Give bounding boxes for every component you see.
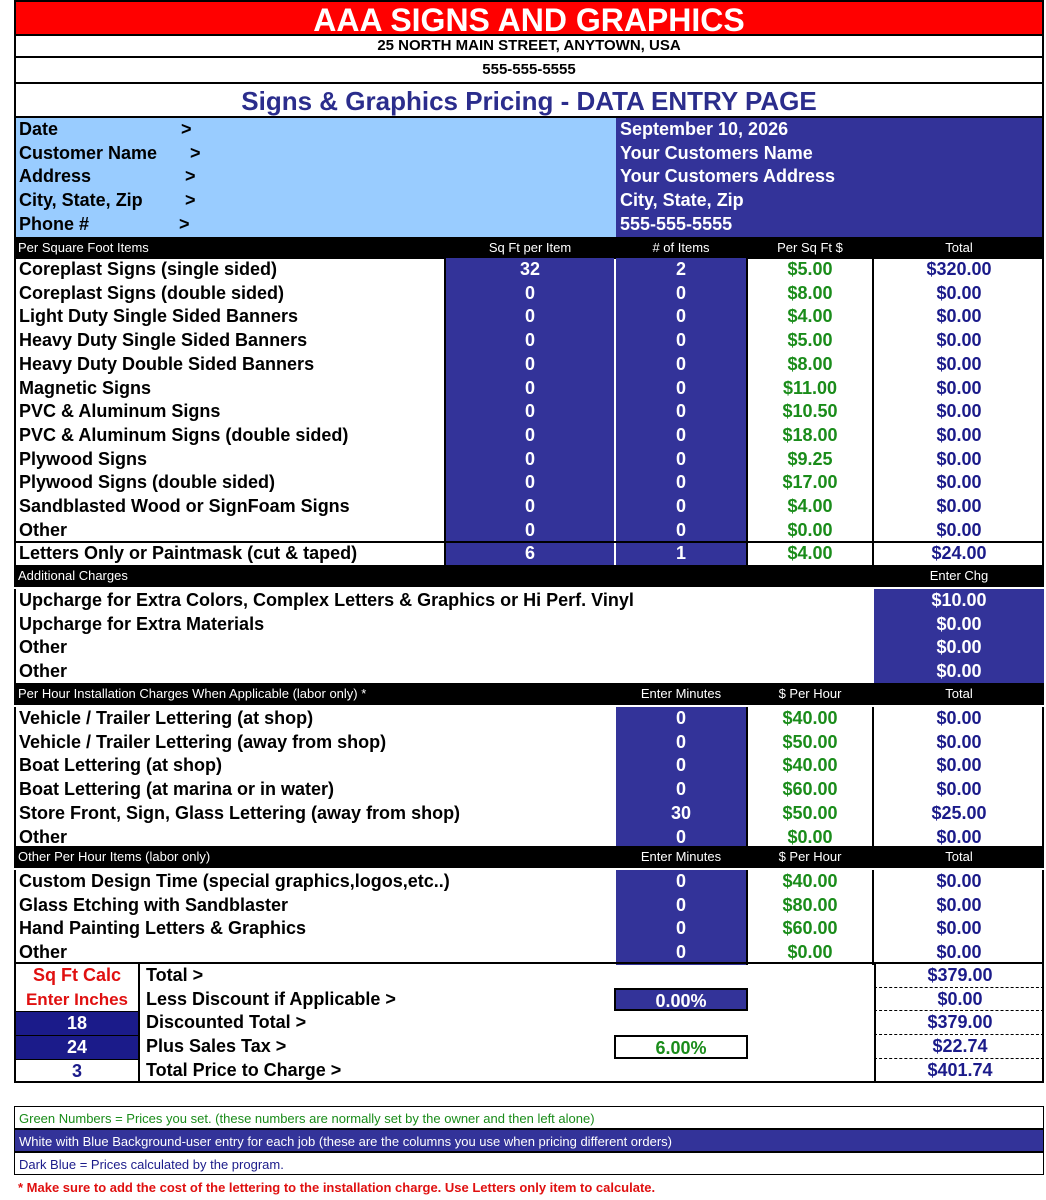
additional-charge-input[interactable]: $10.00 [931, 590, 987, 610]
footnote: * Make sure to add the cost of the lettering to the installation charge. Use Letters only item to calculate. [18, 1180, 656, 1195]
install-total: $25.00 [931, 802, 987, 823]
hourly-rate: $60.00 [782, 918, 838, 939]
sqft-rate: $8.00 [787, 353, 833, 374]
item-count-input[interactable]: 2 [675, 259, 686, 279]
item-count-input[interactable]: 0 [675, 282, 686, 303]
sqft-rate: $18.00 [782, 424, 838, 445]
minutes-input[interactable]: 0 [675, 731, 686, 752]
sqft-total: $0.00 [936, 472, 982, 493]
sqft-per-item-input[interactable]: 0 [524, 496, 535, 516]
install-total: $0.00 [936, 779, 982, 800]
sqft-item-label: Heavy Duty Double Sided Banners [19, 353, 315, 374]
sqft-per-item-input[interactable]: 0 [524, 448, 535, 469]
sqft-rate: $5.00 [787, 259, 833, 279]
other-hour-item-label: Custom Design Time (special graphics,logos,etc..) [19, 871, 450, 891]
sales-tax-rate: 6.00% [614, 1035, 748, 1059]
sqft-rate: $17.00 [782, 472, 838, 493]
sqft-rate: $0.00 [787, 519, 833, 540]
item-count-input[interactable]: 1 [675, 543, 686, 564]
customer-field-label: City, State, Zip [19, 190, 143, 211]
sqft-item-label: Letters Only or Paintmask (cut & taped) [19, 543, 358, 564]
customer-field-arrow: > [179, 213, 190, 234]
inch-input[interactable]: 18 [16, 1011, 138, 1035]
sqft-item-label: Sandblasted Wood or SignFoam Signs [19, 496, 350, 516]
sqft-item-label: Other [19, 519, 68, 540]
item-count-input[interactable]: 0 [675, 448, 686, 469]
minutes-input[interactable]: 0 [675, 918, 686, 939]
additional-charge-input[interactable]: $0.00 [936, 613, 982, 634]
company-address: 25 NORTH MAIN STREET, ANYTOWN, USA [14, 36, 1044, 58]
sqft-header-col: Total [945, 240, 973, 255]
install-total: $0.00 [936, 755, 982, 776]
additional-header-label: Additional Charges [18, 568, 128, 583]
sqft-total: $0.00 [936, 424, 982, 445]
install-item-label: Store Front, Sign, Glass Lettering (away from shop) [19, 802, 461, 823]
customer-field-arrow: > [190, 142, 201, 163]
sqft-total: $24.00 [931, 543, 987, 564]
legend-entry: White with Blue Background-user entry for each job (these are the columns you use when pricing different orders) [14, 1129, 1044, 1152]
customer-field-arrow: > [185, 190, 196, 211]
customer-field-input[interactable]: Your Customers Address [620, 166, 836, 187]
sqft-per-item-input[interactable]: 0 [524, 519, 535, 540]
sqft-item-label: PVC & Aluminum Signs [19, 401, 221, 422]
other-hour-header-col: Total [945, 849, 973, 864]
item-count-input[interactable]: 0 [675, 377, 686, 398]
install-item-label: Other [19, 826, 68, 847]
sqft-header-col: Sq Ft per Item [488, 240, 572, 255]
page-title: Signs & Graphics Pricing - DATA ENTRY PAGE [14, 84, 1044, 118]
other-hour-header-col: $ Per Hour [778, 849, 842, 864]
minutes-input[interactable]: 0 [675, 871, 686, 891]
customer-field-input[interactable]: Your Customers Name [620, 142, 813, 163]
other-hour-total: $0.00 [936, 942, 982, 963]
hourly-rate: $50.00 [782, 802, 838, 823]
item-count-input[interactable]: 0 [675, 519, 686, 540]
item-count-input[interactable]: 0 [675, 306, 686, 327]
company-title: AAA SIGNS AND GRAPHICS [14, 0, 1044, 36]
install-header-col: $ Per Hour [778, 686, 842, 701]
sqft-total: $320.00 [926, 259, 992, 279]
sqft-item-label: Light Duty Single Sided Banners [19, 306, 299, 327]
hourly-rate: $0.00 [787, 942, 833, 963]
sqft-item-label: Coreplast Signs (single sided) [19, 259, 278, 279]
sqft-per-item-input[interactable]: 0 [524, 424, 535, 445]
discount-input[interactable]: 0.00% [614, 988, 748, 1012]
sqft-rate: $5.00 [787, 330, 833, 351]
additional-item-label: Upcharge for Extra Materials [19, 613, 265, 634]
additional-item-label: Other [19, 637, 68, 658]
sqft-total: $0.00 [936, 401, 982, 422]
sqft-calc-label: Sq Ft Calc [32, 965, 121, 985]
customer-field-input[interactable]: City, State, Zip [620, 190, 744, 211]
hourly-rate: $50.00 [782, 731, 838, 752]
sqft-item-label: Heavy Duty Single Sided Banners [19, 330, 308, 351]
minutes-input[interactable]: 0 [675, 894, 686, 915]
company-phone: 555-555-5555 [14, 58, 1044, 84]
sqft-total: $0.00 [936, 282, 982, 303]
sqft-header-col: Per Sq Ft $ [777, 240, 843, 255]
sqft-total: $0.00 [936, 306, 982, 327]
inch-input[interactable]: 3 [16, 1059, 138, 1083]
hourly-rate: $0.00 [787, 826, 833, 847]
sqft-per-item-input[interactable]: 0 [524, 282, 535, 303]
additional-item-label: Other [19, 661, 68, 682]
install-header-col: Enter Minutes [640, 686, 722, 701]
install-item-label: Vehicle / Trailer Lettering (away from shop) [19, 731, 387, 752]
sqft-header-col: # of Items [652, 240, 710, 255]
customer-field-arrow: > [181, 119, 192, 139]
customer-field-label: Phone # [19, 213, 90, 234]
totals-value: $0.00 [874, 988, 1044, 1012]
totals-label: Less Discount if Applicable > [146, 988, 396, 1009]
other-hour-item-label: Glass Etching with Sandblaster [19, 894, 289, 915]
customer-field-label: Address [19, 166, 92, 187]
sqft-rate: $4.00 [787, 306, 833, 327]
sqft-per-item-input[interactable]: 0 [524, 377, 535, 398]
sqft-item-label: Coreplast Signs (double sided) [19, 282, 285, 303]
totals-label: Discounted Total > [146, 1012, 307, 1033]
customer-field-label: Customer Name [19, 142, 158, 163]
totals-value: $379.00 [874, 1011, 1044, 1035]
inch-input[interactable]: 24 [16, 1035, 138, 1059]
sqft-per-item-input[interactable]: 0 [524, 306, 535, 327]
sqft-total: $0.00 [936, 519, 982, 540]
minutes-input[interactable]: 0 [675, 708, 686, 728]
sqft-per-item-input[interactable]: 0 [524, 472, 535, 493]
sqft-header-col: Per Square Foot Items [18, 240, 149, 255]
install-total: $0.00 [936, 826, 982, 847]
sqft-per-item-input[interactable]: 0 [524, 330, 535, 351]
minutes-input[interactable]: 30 [670, 802, 692, 823]
sqft-total: $0.00 [936, 330, 982, 351]
item-count-input[interactable]: 0 [675, 496, 686, 516]
install-header-col: Total [945, 686, 973, 701]
other-hour-total: $0.00 [936, 894, 982, 915]
other-hour-item-label: Other [19, 942, 68, 963]
sqft-total: $0.00 [936, 353, 982, 374]
other-hour-total: $0.00 [936, 918, 982, 939]
sqft-per-item-input[interactable]: 0 [524, 401, 535, 422]
customer-field-input[interactable]: 555-555-5555 [620, 213, 733, 234]
item-count-input[interactable]: 0 [675, 401, 686, 422]
additional-charge-input[interactable]: $0.00 [936, 661, 982, 682]
sqft-rate: $10.50 [782, 401, 838, 422]
legend-calculated: Dark Blue = Prices calculated by the program. [14, 1152, 1044, 1175]
sqft-total: $0.00 [936, 448, 982, 469]
install-total: $0.00 [936, 708, 982, 728]
minutes-input[interactable]: 0 [675, 942, 686, 963]
sqft-rate: $11.00 [782, 377, 838, 398]
customer-field-arrow: > [185, 166, 196, 187]
hourly-rate: $80.00 [782, 894, 838, 915]
sqft-rate: $4.00 [787, 496, 833, 516]
other-hour-item-label: Hand Painting Letters & Graphics [19, 918, 307, 939]
sqft-per-item-input[interactable]: 6 [524, 543, 535, 564]
minutes-input[interactable]: 0 [675, 755, 686, 776]
sqft-rate: $8.00 [787, 282, 833, 303]
sqft-item-label: Plywood Signs (double sided) [19, 472, 276, 493]
enter-inches-label: Enter Inches [25, 989, 129, 1009]
other-hour-header-col: Other Per Hour Items (labor only) [18, 849, 211, 864]
totals-label: Total Price to Charge > [146, 1059, 342, 1080]
sqft-total: $0.00 [936, 496, 982, 516]
item-count-input[interactable]: 0 [675, 353, 686, 374]
sqft-per-item-input[interactable]: 32 [519, 259, 541, 279]
minutes-input[interactable]: 0 [675, 779, 686, 800]
sqft-total: $0.00 [936, 377, 982, 398]
totals-value: $22.74 [874, 1035, 1044, 1059]
install-item-label: Boat Lettering (at shop) [19, 755, 222, 776]
totals-label: Plus Sales Tax > [146, 1036, 287, 1057]
additional-charge-input[interactable]: $0.00 [936, 637, 982, 658]
other-hour-header-col: Enter Minutes [640, 849, 722, 864]
hourly-rate: $40.00 [782, 708, 838, 728]
hourly-rate: $40.00 [782, 871, 838, 891]
customer-field-label: Date [19, 119, 59, 139]
install-header-col: Per Hour Installation Charges When Applicable (labor only) * [18, 686, 367, 701]
customer-field-input[interactable]: September 10, 2026 [620, 119, 789, 139]
sqft-per-item-input[interactable]: 0 [524, 353, 535, 374]
hourly-rate: $40.00 [782, 755, 838, 776]
item-count-input[interactable]: 0 [675, 424, 686, 445]
totals-label: Total > [146, 965, 204, 985]
item-count-input[interactable]: 0 [675, 330, 686, 351]
install-item-label: Vehicle / Trailer Lettering (at shop) [19, 708, 314, 728]
sqft-item-label: Plywood Signs [19, 448, 148, 469]
minutes-input[interactable]: 0 [675, 826, 686, 847]
additional-item-label: Upcharge for Extra Colors, Complex Letters & Graphics or Hi Perf. Vinyl [19, 590, 634, 610]
other-hour-total: $0.00 [936, 871, 982, 891]
sqft-item-label: Magnetic Signs [19, 377, 152, 398]
sqft-rate: $4.00 [787, 543, 833, 564]
sqft-item-label: PVC & Aluminum Signs (double sided) [19, 424, 349, 445]
hourly-rate: $60.00 [782, 779, 838, 800]
sqft-rate: $9.25 [787, 448, 833, 469]
additional-header-charge: Enter Chg [929, 568, 989, 583]
install-total: $0.00 [936, 731, 982, 752]
install-item-label: Boat Lettering (at marina or in water) [19, 779, 335, 800]
item-count-input[interactable]: 0 [675, 472, 686, 493]
totals-value: $401.74 [874, 1059, 1044, 1083]
legend-green: Green Numbers = Prices you set. (these numbers are normally set by the owner and then left alone) [14, 1106, 1044, 1129]
totals-value: $379.00 [874, 964, 1044, 988]
